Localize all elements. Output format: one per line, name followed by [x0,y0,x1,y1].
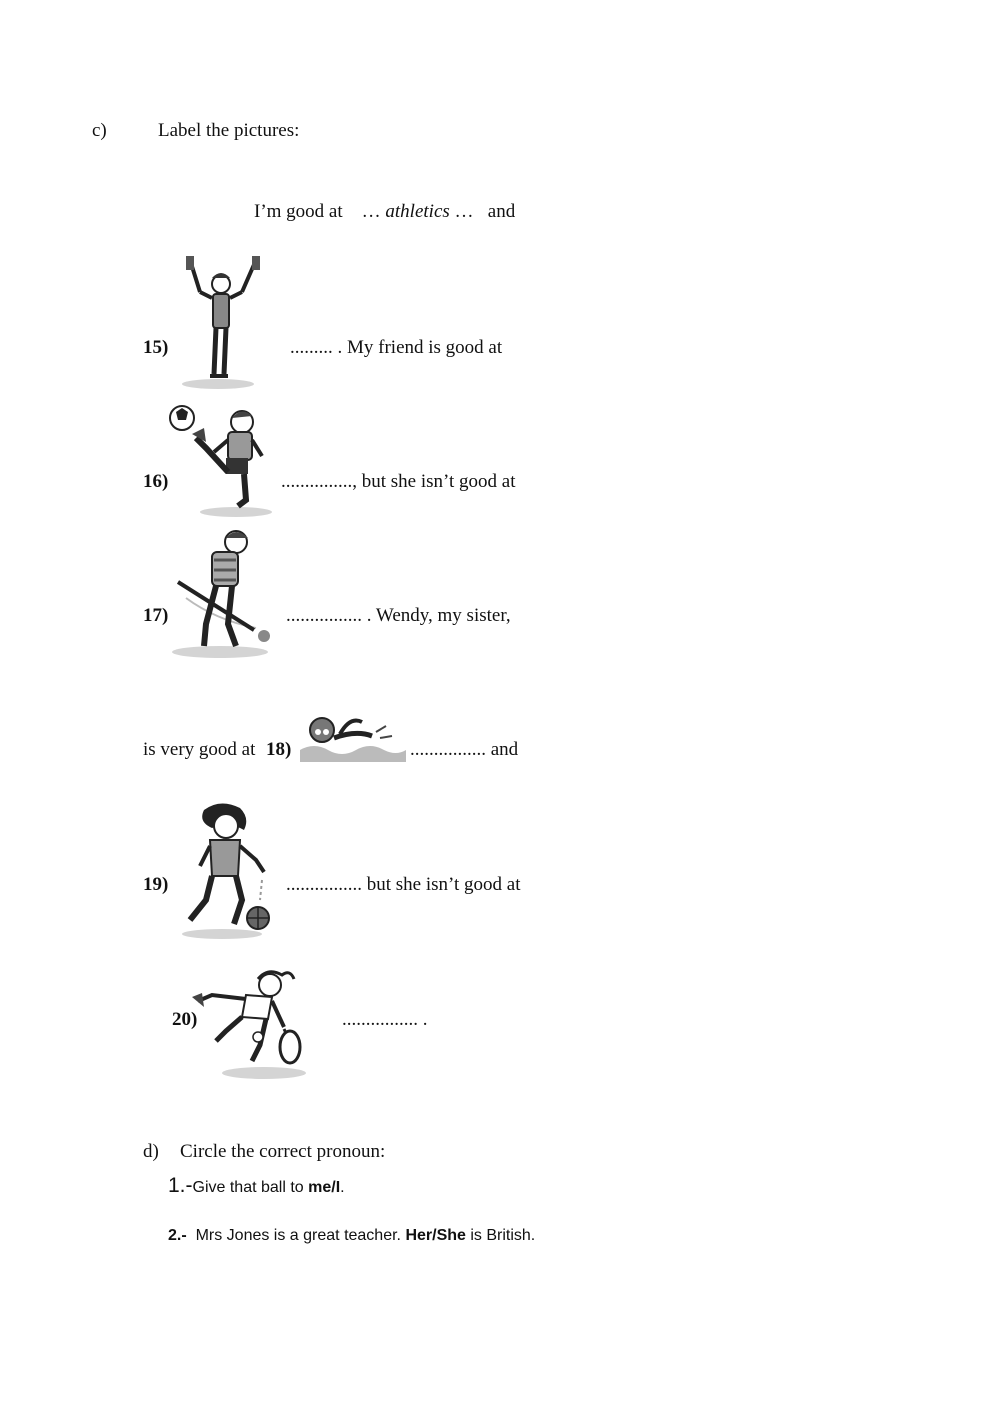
swimmer-icon [296,710,408,766]
question-2-end: is British. [465,1227,536,1244]
hockey-player-icon [166,528,286,660]
section-d-title: Circle the correct pronoun: [180,1141,386,1162]
item-18-pre: is very good at [143,739,256,760]
basketball-player-icon [176,800,276,942]
question-2-choice: Her/She [405,1227,466,1244]
item-17-text: ................ . Wendy, my sister, [286,605,511,626]
intro-sentence [254,201,515,223]
intro-answer-example: athletics [385,201,450,222]
item-19-text: ................ but she isn’t good at [286,874,521,895]
question-2-number: 2.- [168,1227,187,1244]
question-1 [168,1174,345,1198]
item-19-number: 19) [143,874,169,895]
item-18-number: 18) [266,739,292,760]
item-17-number: 17) [143,605,169,626]
tennis-player-icon [186,965,306,1083]
question-2 [168,1227,535,1245]
item-20-number: 20) [172,1009,198,1030]
intro-dots-a: … [361,201,381,222]
football-player-icon [166,400,276,520]
ballet-dancer-icon [176,252,266,392]
question-1-end: . [340,1179,345,1196]
item-16-number: 16) [143,471,169,492]
section-d-letter: d) [143,1141,159,1162]
item-20-text: ................ . [342,1009,428,1030]
item-15-text: ......... . My friend is good at [290,337,503,358]
intro-pre: I’m good at [254,201,343,222]
item-15-number: 15) [143,337,169,358]
question-1-text: Give that ball to [192,1179,309,1196]
question-2-text: Mrs Jones is a great teacher. [195,1227,406,1244]
item-16-text: ..............., but she isn’t good at [281,471,516,492]
question-1-choice: me/I [308,1179,341,1196]
intro-post: and [487,201,516,222]
question-1-number: 1.- [168,1174,193,1197]
section-c-letter: c) [92,120,107,141]
item-18-text: ................ and [410,739,519,760]
intro-dots-b: … [454,201,474,222]
section-c-title: Label the pictures: [158,120,300,141]
